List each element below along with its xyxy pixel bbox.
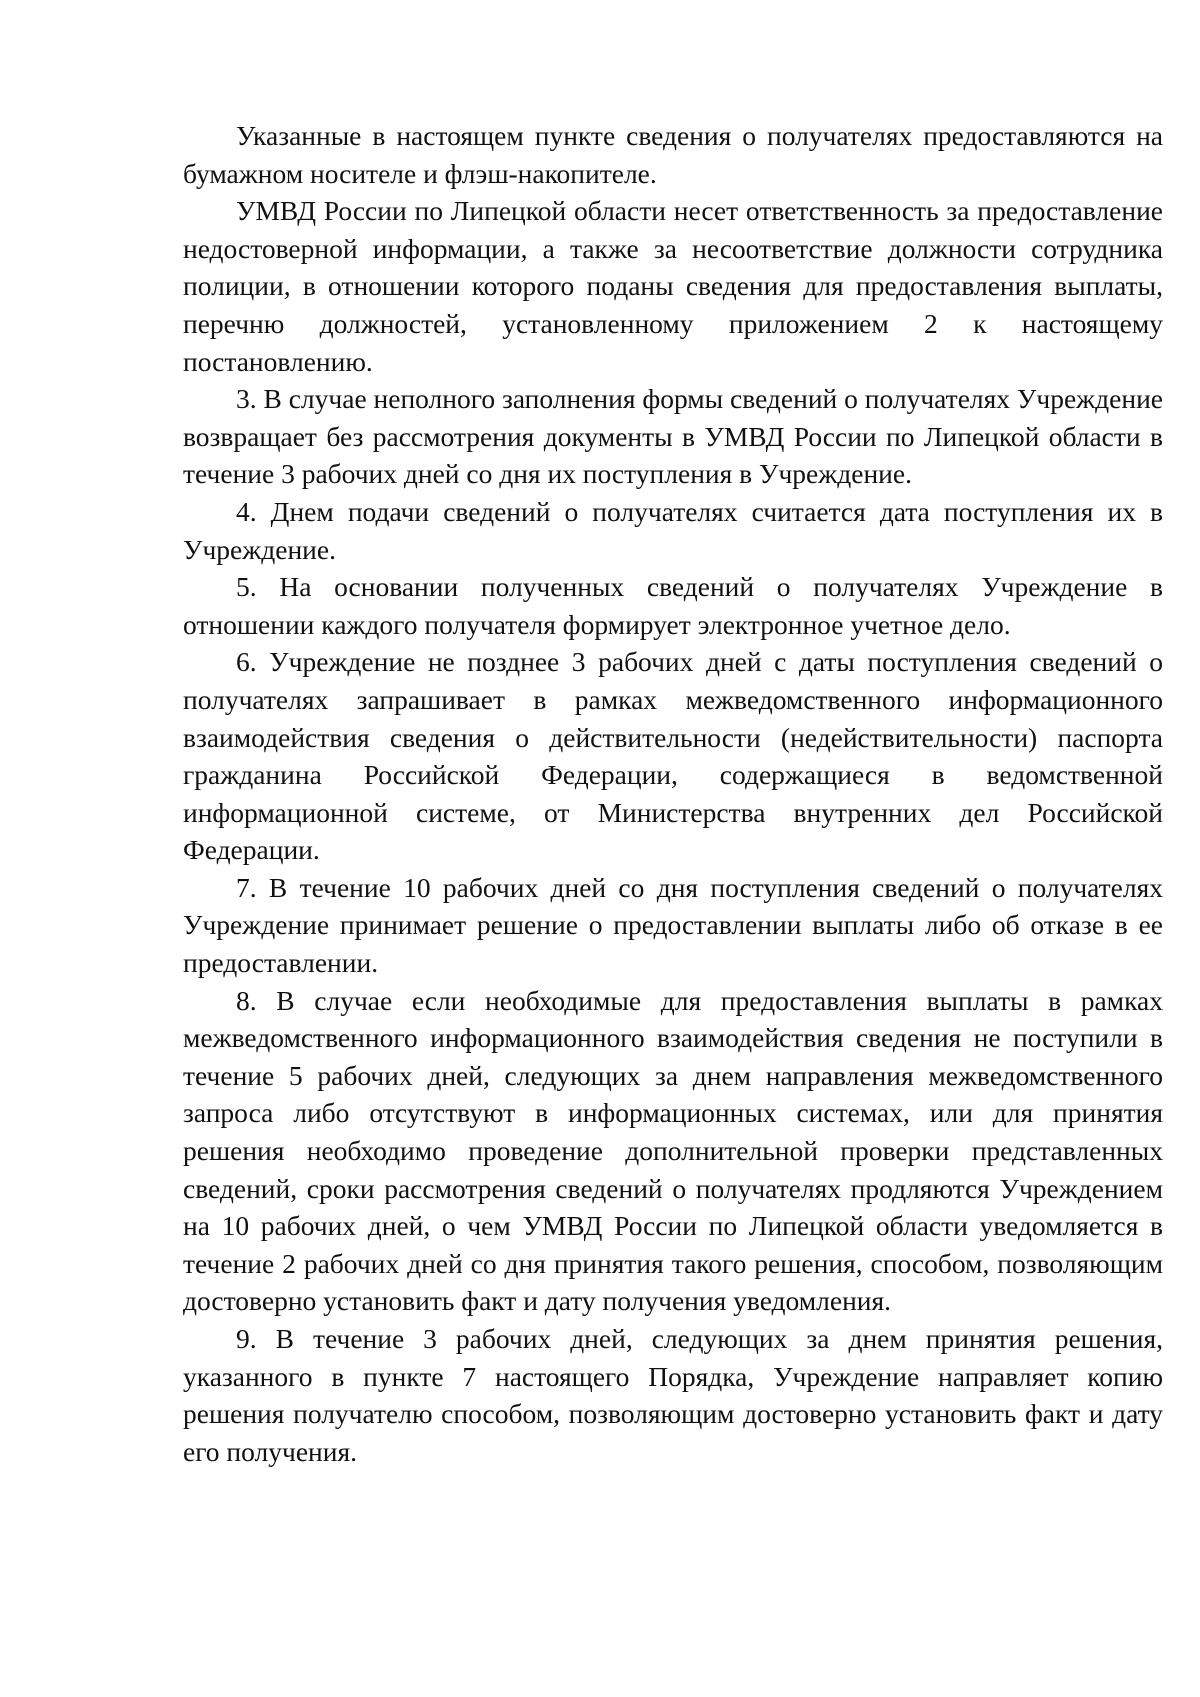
paragraph-recipients-info-format: Указанные в настоящем пункте сведения о получателях предоставляются на бумажном носителе и флэш-накопителе. <box>183 120 1163 189</box>
paragraph-item-5: 5. На основании полученных сведений о получателях Учреждение в отношении каждого получателя формирует электронное учетное дело. <box>183 571 1163 640</box>
document-body <box>183 117 1163 1470</box>
paragraph-item-3: 3. В случае неполного заполнения формы сведений о получателях Учреждение возвращает без рассмотрения документы в УМВД России по Липецкой области в течение 3 рабочих дней со дня их поступления в Учреждение. <box>183 383 1163 490</box>
paragraph-item-6: 6. Учреждение не позднее 3 рабочих дней с даты поступления сведений о получателях запрашивает в рамках межведомственного информационного взаимодействия сведения о действительности (недействительности) паспорта гражданина Российской Федерации, содержащиеся в ведомственной информационной системе, от Министерства внутренних дел Российской Федерации. <box>183 646 1163 866</box>
paragraph-item-7: 7. В течение 10 рабочих дней со дня поступления сведений о получателях Учреждение принимает решение о предоставлении выплаты либо об отказе в ее предоставлении. <box>183 871 1163 979</box>
paragraph-umvd-responsibility: УМВД России по Липецкой области несет ответственность за предоставление недостоверной информации, а также за несоответствие должности сотрудника полиции, в отношении которого поданы сведения для предоставления выплаты, перечню должностей, установленному приложением 2 к настоящему постановлению. <box>183 195 1163 377</box>
paragraph-item-4: 4. Днем подачи сведений о получателях считается дата поступления их в Учреждение. <box>183 495 1163 565</box>
paragraph-item-9: 9. В течение 3 рабочих дней, следующих за днем принятия решения, указанного в пункте 7 настоящего Порядка, Учреждение направляет копию решения получателю способом, позволяющим достоверно установить факт и дату его получения. <box>183 1323 1163 1467</box>
paragraph-item-8: 8. В случае если необходимые для предоставления выплаты в рамках межведомственного информационного взаимодействия сведения не поступили в течение 5 рабочих дней, следующих за днем направления межведомственного запроса либо отсутствуют в информационных системах, или для принятия решения необходимо проведение дополнительной проверки представленных сведений, сроки рассмотрения сведений о получателях продляются Учреждением на 10 рабочих дней, о чем УМВД России по Липецкой области уведомляется в течение 2 рабочих дней со дня принятия такого решения, способом, позволяющим достоверно установить факт и дату получения уведомления. <box>183 984 1163 1317</box>
